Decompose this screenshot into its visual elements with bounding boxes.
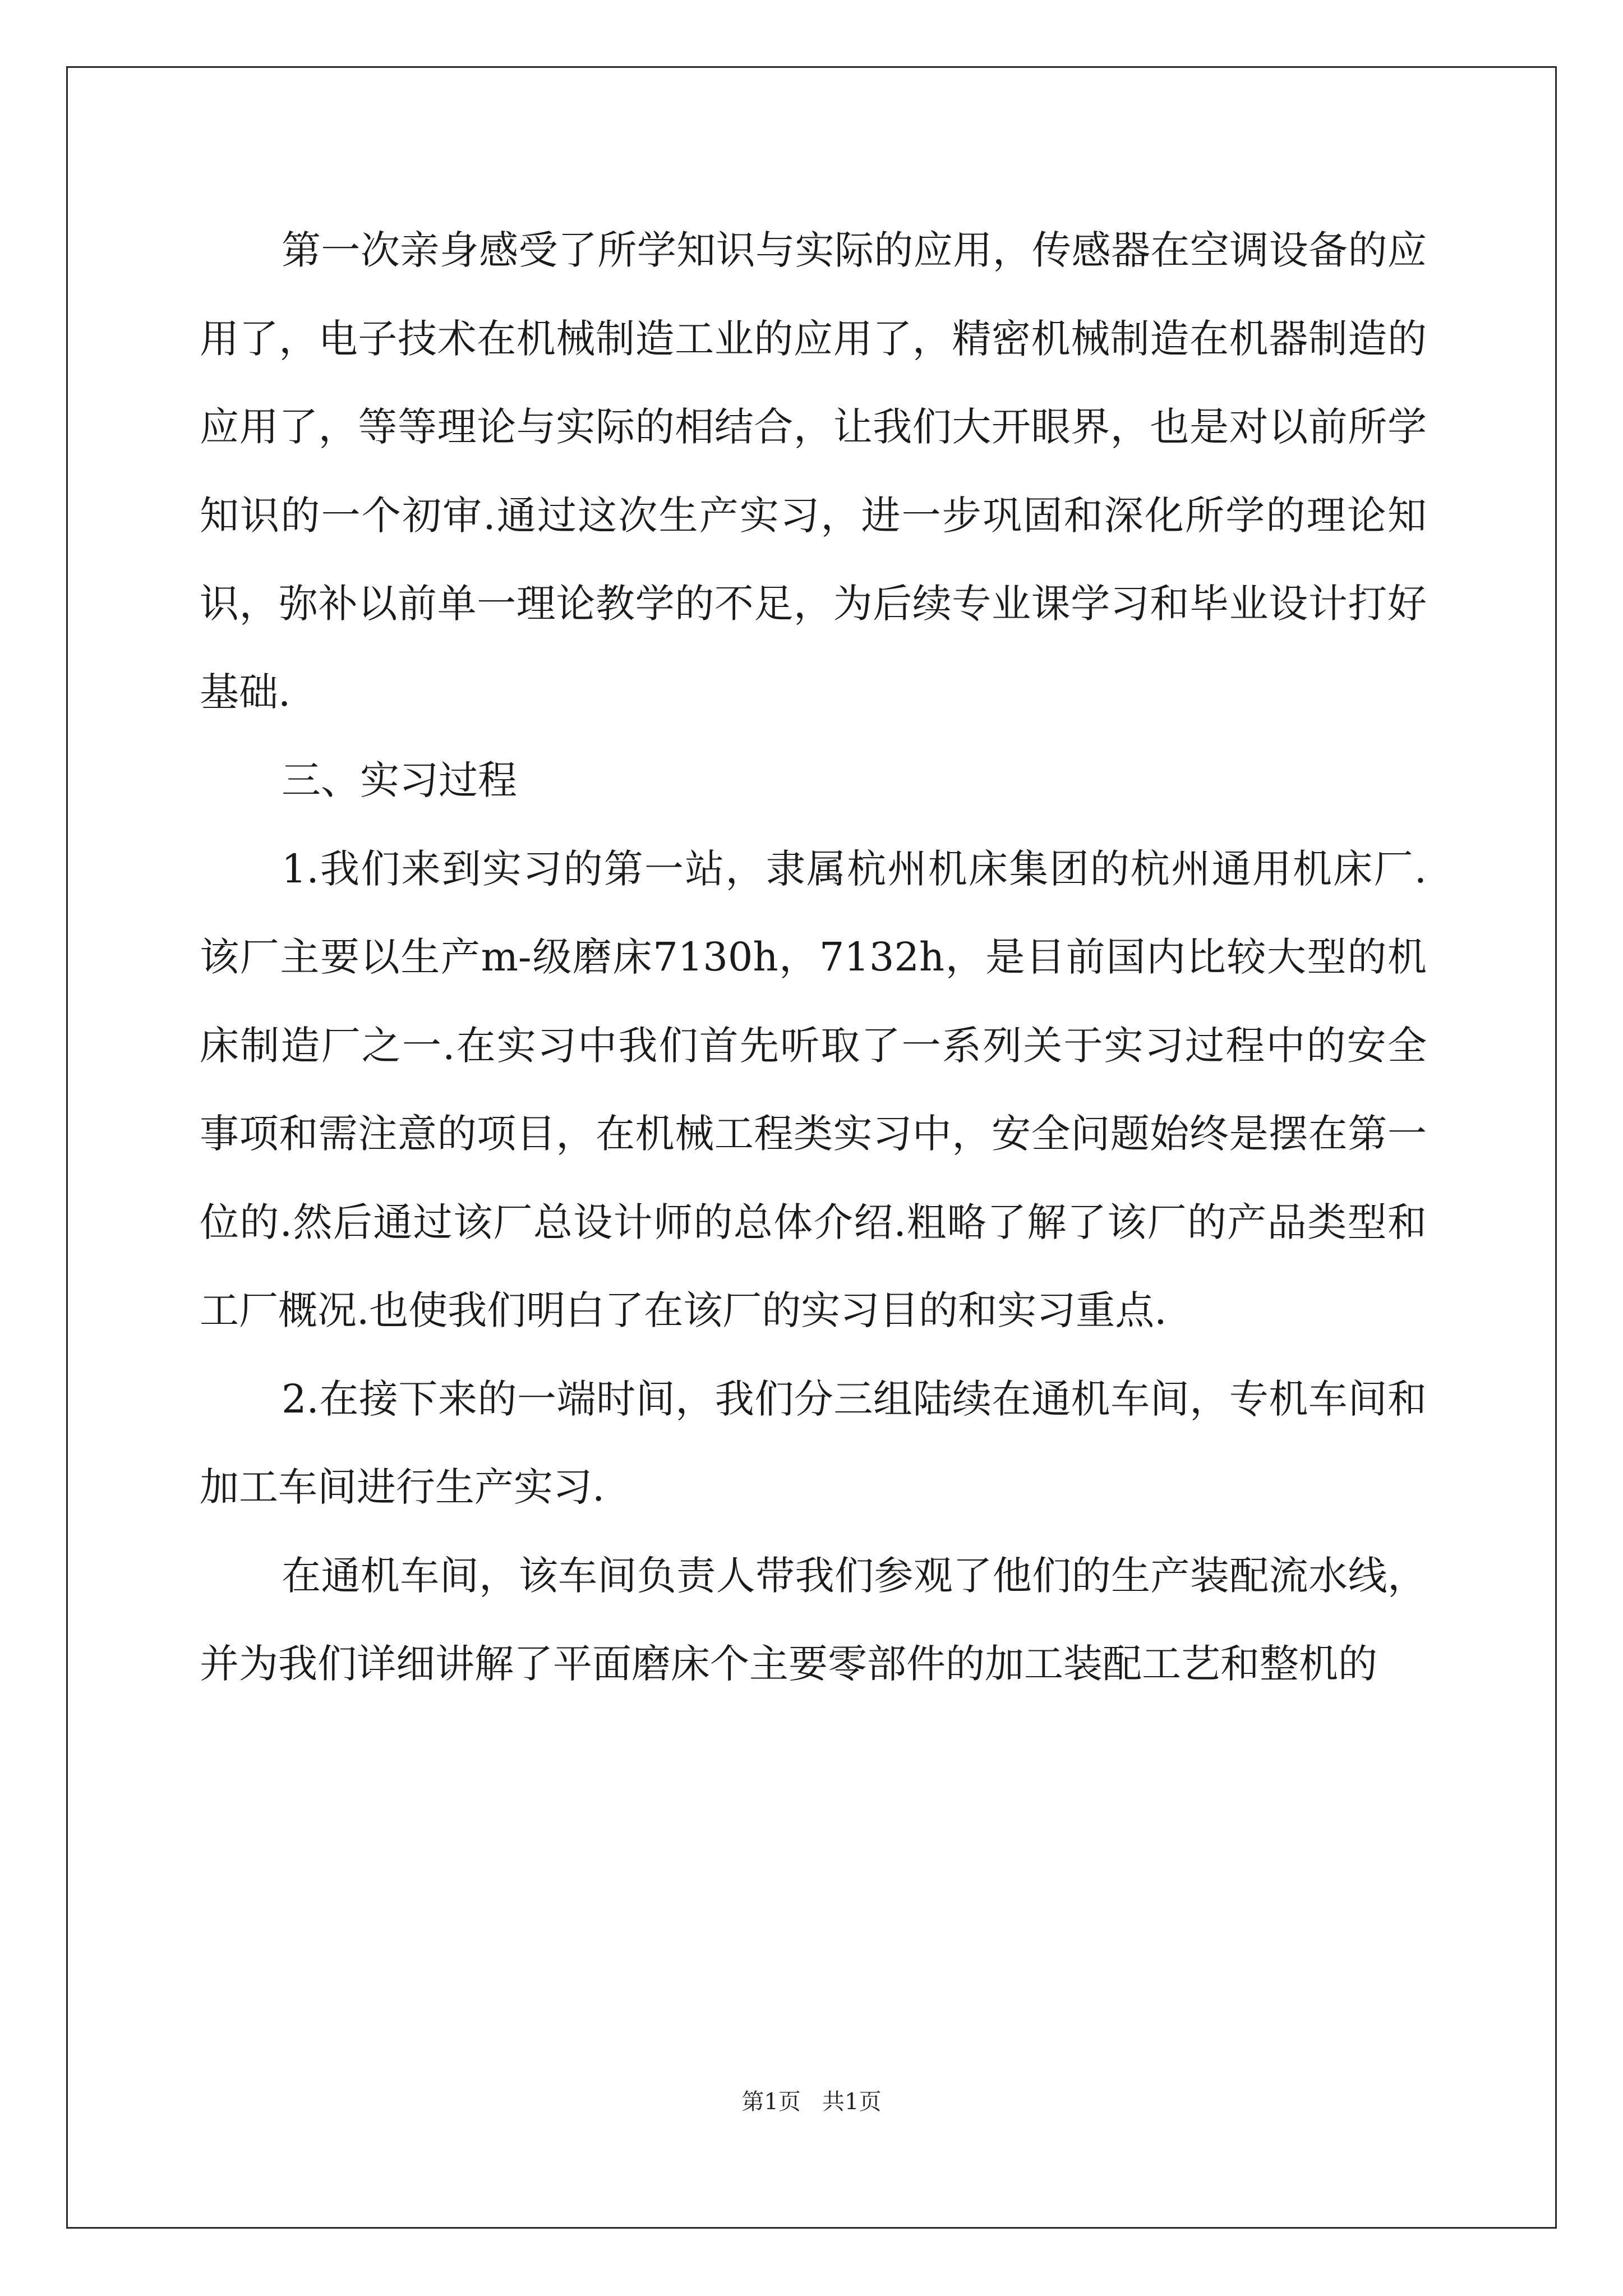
- page-number: 第1页 共1页: [741, 2089, 882, 2115]
- paragraph-step-1: 1.我们来到实习的第一站，隶属杭州机床集团的杭州通用机床厂.该厂主要以生产m-级磨床7130h，7132h，是目前国内比较大型的机床制造厂之一.在实习中我们首先听取了一系列关于实习过程中的安全事项和需注意的项目，在机械工程类实习中，安全问题始终是摆在第一位的.然后通过该厂总设计师的总体介绍.粗略了解了该厂的产品类型和工厂概况.也使我们明白了在该厂的实习目的和实习重点.: [200, 845, 1427, 1333]
- page-footer: [0, 2088, 1623, 2116]
- paragraph-intro: 第一次亲身感受了所学知识与实际的应用，传感器在空调设备的应用了，电子技术在机械制造工业的应用了，精密机械制造在机器制造的应用了，等等理论与实际的相结合，让我们大开眼界，也是对以前所学知识的一个初审.通过这次生产实习，进一步巩固和深化所学的理论知识，弥补以前单一理论教学的不足，为后续专业课学习和毕业设计打好基础.: [200, 227, 1427, 715]
- document-body: [200, 206, 1427, 1709]
- paragraph-step-2: 2.在接下来的一端时间，我们分三组陆续在通机车间，专机车间和加工车间进行生产实习.: [200, 1375, 1427, 1510]
- section-heading: 三、实习过程: [282, 757, 517, 803]
- paragraph-workshop: 在通机车间，该车间负责人带我们参观了他们的生产装配流水线，并为我们详细讲解了平面磨床个主要零部件的加工装配工艺和整机的: [200, 1552, 1427, 1687]
